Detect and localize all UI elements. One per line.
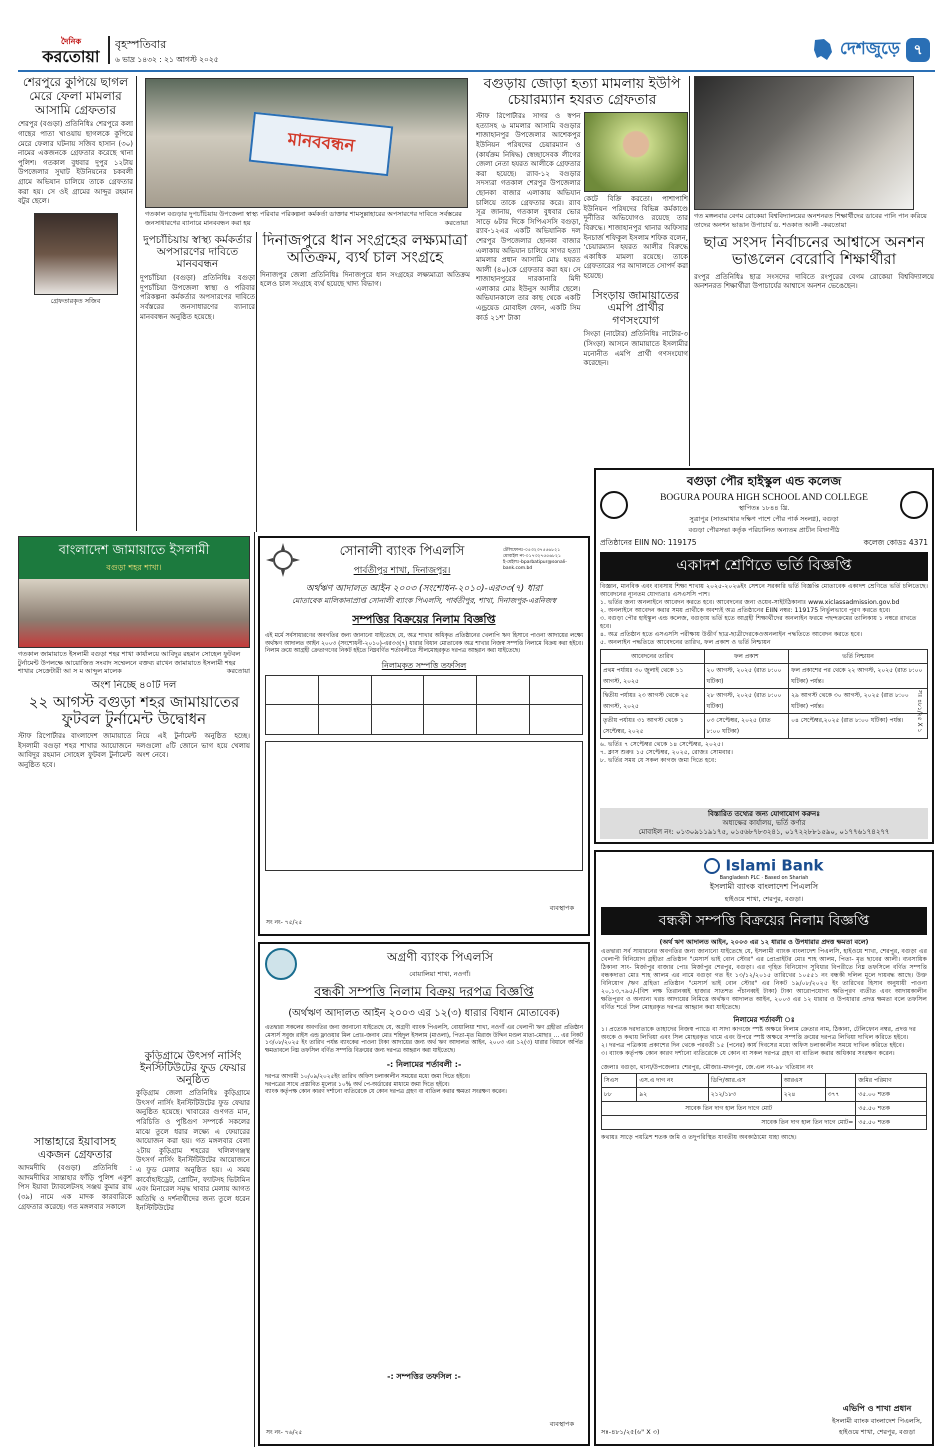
branch: হাইওয়ে শাখা, শেরপুর, বগুড়া। xyxy=(724,894,804,903)
item: ৩. বগুড়া পৌর হাইস্কুল এন্ড কলেজ, বগুড়ায় ভর্তি হতে আগ্রহী শিক্ষার্থীদের অনলাইন ফরমে পছন্দক্রমের তালিকায় ১ নম্বরে রাখতে হবে। xyxy=(600,615,917,630)
masthead-logo xyxy=(38,36,104,66)
table-row xyxy=(601,664,928,689)
cell: ২১২/১৮৩ xyxy=(708,1087,781,1101)
signer: ব্যবস্থাপক xyxy=(549,904,574,912)
date: ৬ ভাদ্র ১৪৩২ : ২১ আগস্ট ২০২৫ xyxy=(115,55,219,64)
agrani-bank-logo-icon xyxy=(265,948,297,980)
singra-body: সিংড়া (নাটোর) প্রতিনিধিঃ নাটোর-৩ (সিংড়া) আসনে জামায়াতে ইসলামীর মনোনীত এমপি প্রার্থী গণসংযোগ করেছেন। xyxy=(583,330,688,368)
mobile: মোবাইল নং-০১৭৩২৭৫৫৬৮২১ xyxy=(503,554,561,559)
item: ৫. অনলাইন পদ্ধতিতে আবেদনের তারিখ, ফল প্রকাশ ও ভর্তি নিশ্চায়ন xyxy=(600,639,771,646)
ad-body: এই মর্মে সর্বসাধারণের অবগতির জন্য জানানো যাইতেছে যে, অত্র শাখার অধিকৃত প্রতিষ্ঠানের খেলাপি ঋণ হিসাবে পাওনা আদায়ের লক্ষ্যে অর্থঋণ আদালত আইন ২০০৩ (সংশোধনী-২০১০)-এর৩৩(৭) ধারার বিধান মোতাবেক অত্র শাখার নিজস্ব সম্পত্তি নিলামে বিক্রয় করা হইবে। নিলাম ক্রয়ে আগ্রহী ক্রেতাগণের নিকট হইতে নিম্নবর্ণিত শর্তাবলীতে সীলমোহরকৃত দরপত্র আহ্বান করা যাইতেছে। xyxy=(265,633,583,654)
board-logo-icon xyxy=(900,491,928,519)
table-row xyxy=(601,714,928,739)
cell: ফল প্রকাশের পর থেকে ২২ আগস্ট, ২০২৫ (রাত ৮:০০ ঘটিকা) পর্যন্ত। xyxy=(789,664,928,689)
property-table xyxy=(265,675,583,735)
headline: ছাত্র সংসদ নির্বাচনের আশ্বাসে অনশন ভাঙলেন বেরোবি শিক্ষার্থীরা xyxy=(703,234,925,269)
signer: ব্যবস্থাপক xyxy=(549,1420,574,1428)
article-body: স্টাফ রিপোর্টারঃ বাংলাদেশ জামায়াতে ইসলামী বগুড়া শহর শাখার আয়োজনে আবিদুর রহমান সোহেল ফুটবল টুর্নামেন্ট অনুষ্ঠিত হবে। xyxy=(18,732,132,769)
santahar-story xyxy=(18,1136,132,1446)
article-body: কুড়িগ্রাম জেলা প্রতিনিধিঃ কুড়িগ্রামে উৎসর্গ নার্সিং ইনস্টিটিউটের ফুড ফেয়ার অনুষ্ঠিত হয়েছে। খাবারের গুণগত মান, পরিচিতি ও পুষ্টিগুণ সম্পর্কে সকলের মাঝে তুলে ধরার লক্ষ্যে এ ফেয়ারের আয়োজন করা হয়। গত মঙ্গলবার বেলা ২টায় কুড়িগ্রাম শহরের খলিলগঞ্জস্থ উৎসর্গ নার্সিং ইনস্টিটিউটের আয়োজনে এ ফুড মেলার অনুষ্ঠিত হয়। এ সময় কার্বোহাইড্রেট, প্রোটিন, ফ্যাটসহ ভিটামিন এবং মিনারেল সমৃদ্ধ খাবার মেলায় আগত অতিথি ও দর্শনার্থীদের জন্য তুলে ধরেন ইনস্টিটিউটের xyxy=(136,1089,250,1213)
contact-office: অধ্যক্ষের কার্যালয়, ভর্তি কর্ণার xyxy=(722,819,806,827)
cell: ৩৫.০০ শতক xyxy=(856,1087,927,1101)
bank-logo: Islami Bank xyxy=(725,856,824,875)
contact-phones: মোবাইল নং: ০১৩০৯১১৯১৭৫, ০১৫৬৮৭৮৩২৪১, ০১৭২২৮৮১৫৯০, ০১৭৭৬১৭৪২৭৭ xyxy=(638,828,890,836)
headline: ২২ আগস্ট বগুড়া শহর জামায়াতের ফুটবল টুর্নামেন্ট উদ্বোধন xyxy=(28,692,240,728)
law: (অর্থঋণ আদালত আইন ২০০৩ এর ১২(৩) ধারার বিধান মোতাবেক) xyxy=(288,1008,560,1019)
item: ২. অনলাইনে আবেদন করার সময় প্রার্থীকে অবশ্যই অত্র প্রতিষ্ঠানের EIIN নম্বর: 119175 নির্ভুলভাবে পূরণ করতে হবে। xyxy=(600,607,891,614)
total-row xyxy=(602,1101,927,1115)
cell: সাবেক তিন দাগ হাল তিন দাগে মোট= xyxy=(602,1115,856,1129)
college-code: কলেজ কোডঃ 4371 xyxy=(863,538,928,547)
photo-caption: গত মঙ্গলবার বেগম রোকেয়া বিশ্ববিদ্যালয়ের অনশনরত শিক্ষার্থীদের ডাবের পানি পান করিয়ে তাদের অনশন ভাঙান উপাচার্য ড. শওকাত আলী xyxy=(694,212,927,229)
table-title: নিলামকৃত সম্পত্তি তফসিল xyxy=(381,660,467,670)
ad-title: বন্ধকী সম্পত্তি নিলাম বিক্রয় দরপত্র বিজ্ঞপ্তি xyxy=(314,985,534,1000)
article-body: শেরপুর (বগুড়া) প্রতিনিধিঃ শেরপুরে কলা গাছের পাতা খাওয়ায় ছাগলকে কুপিয়ে মেরে ফেলার ঘটনায় সজিব হাসান (৩০) নামের একজনকে গ্রেফতার করেছে থানা পুলিশ। গতকাল বুধবার দুপুর ১২টায় উপজেলার সুঘাট ইউনিয়নের চকবলী গ্রামে অভিযান চালিয়ে তাকে গ্রেফতার করা হয়। সে ওই গ্রামের আব্দুর রহমান বটুর ছেলে। xyxy=(18,120,133,206)
term: ৩। ব্যাংক কর্তৃপক্ষ কোন কারণ দর্শানো ব্যতিরেকে যে কোন বা সকল দরপত্র গ্রহণ বা বাতিল করার অধিকার সংরক্ষণ করেন। xyxy=(601,1049,895,1057)
terms-title: নিলামের শর্তাবলী ঃ xyxy=(733,1015,795,1024)
cell: তৃতীয় পর্যায়ঃ ৩১ আগস্ট থেকে ১ সেপ্টেম্বর, ২০২৫ xyxy=(601,714,705,739)
sonali-bank-auction-ad xyxy=(258,536,590,936)
photo-caption: গতকাল বগুড়ার দুপচাঁচিয়ায় উপজেলা স্বাস্থ্য পরিবার পরিকল্পনা কর্মকর্তা ডাক্তার শামসুল্লাহারের অপসারণের দাবিতে সর্বস্তরের জনসাধারণের ব্যানারে মানববন্ধন করা হয় xyxy=(145,210,462,227)
established: স্থাপিতঃ ১৮৪৪ খ্রি. xyxy=(738,504,790,512)
th: ফল প্রকাশ xyxy=(704,650,789,664)
cell: ৩৫.৫০ শতক xyxy=(856,1101,927,1115)
article-body-continued: নিয়ে এই টুর্নামেন্ট অনুষ্ঠিত হচ্ছে। দলগুলো ৫টি জোনে ভাগ হয়ে খেলায় অংশ নেবে। xyxy=(136,732,250,760)
branch: বোয়ালিয়া শাখা, নওগাঁ। xyxy=(409,969,471,978)
th: এস.এ দাগ নং xyxy=(637,1073,708,1087)
press-conference-photo xyxy=(18,536,250,648)
article-body: দিনাজপুর জেলা প্রতিনিধিঃ দিনাজপুরে ধান সংগ্রহের লক্ষ্যমাত্রা অতিক্রম হলেও চাল সংগ্রহে ব্যর্থ হয়েছে খাদ্য বিভাগ। xyxy=(260,270,470,289)
cell: ২৯ আগস্ট থেকে ৩০ আগস্ট, ২০২৫ (রাত ৮:০০ ঘটিকা) পর্যন্ত। xyxy=(789,689,928,714)
items-list xyxy=(600,599,928,647)
day: বৃহস্পতিবার xyxy=(115,38,167,51)
address: সুত্রাপুর (সাতমাথার দক্ষিণ পাশে পৌর পার্ক সংলগ্ন), বগুড়া xyxy=(689,515,839,523)
portrait-photo xyxy=(34,213,118,295)
headline: কুড়িগ্রামে উৎসর্গ নার্সিং ইনস্টিটিউটের ফুড ফেয়ার অনুষ্ঠিত xyxy=(140,1050,246,1087)
email: ই-মেইলঃ-bparbatipur@sonali-bank.com.bd xyxy=(503,560,567,571)
signer-org: ইসলামী ব্যাংক বাংলাদেশ পিএলসি, xyxy=(832,1417,922,1425)
section-title: দেশজুড়ে ৭ xyxy=(780,34,930,66)
ref-number: সঃ-৪৮১/২৫(৬" X ৩) xyxy=(601,1428,660,1436)
agrani-bank-auction-ad xyxy=(258,942,590,1446)
schedule-title: -: সম্পত্তির তফসিল :- xyxy=(387,1372,461,1381)
ref-number: সং নং- ৭৬/২৫ xyxy=(266,1429,303,1436)
total-row xyxy=(602,1115,927,1129)
kicker: অংশ নিচ্ছে ৪০টি দল xyxy=(91,680,177,691)
kurigram-story xyxy=(136,1050,250,1446)
ad-body: এতদ্বারা সকলের অবগতির জন্য জানানো যাইতেছে যে, অগ্রণী ব্যাংক পিএলসি, বোয়ালিয়া শাখা, নওগাঁ এর খেলাপী ঋণ গ্রহীতা প্রতিষ্ঠান মেসার্স সবুজ রাইস এন্ড ফ্লাওয়ার মিল প্রোঃ-জনাব মোঃ শহিদুল ইসলাম (মাওলা), পিতা-মৃত মিরাজ উদ্দিন মণ্ডল মাতা-মোছাঃ ... এর নিকট ১৩/০৮/২০২৫ ইং তারিখ পর্যন্ত ব্যাংকের পাওনা টাকা আদায়ের জন্য অর্থ ঋণ আদালত আইন, ২০০৩ এর ১২(৩) ধারার বিধানে অর্পিত ক্ষমতাবলে নিম্ন তফসিল বর্ণিত সম্পত্তি বিক্রয়ের জন্য দরপত্র আহ্বান করা যাইতেছে। xyxy=(265,1025,583,1054)
headline: বগুড়ায় জোড়া হত্যা মামলায় ইউপি চেয়ারম্যান হযরত গ্রেফতার xyxy=(483,76,681,109)
th: ডিপি/আর.এস xyxy=(708,1073,781,1087)
item: ৬. ভর্তিঃ ৭ সেপ্টেম্বর থেকে ১৪ সেপ্টেম্বর, ২০২৫। xyxy=(600,741,724,748)
banner-sub: বগুড়া শহর শাখা। xyxy=(106,563,162,572)
sherpur-story xyxy=(18,76,133,526)
ad-title: সম্পত্তির বিক্রয়ের নিলাম বিজ্ঞপ্তি xyxy=(352,613,496,626)
schedule-table xyxy=(600,649,928,739)
sonali-bank-logo-icon xyxy=(265,542,301,578)
margin-note: সঃ ৪৮১/২৫ X ১ xyxy=(916,690,923,733)
photo-caption: গ্রেফতারকৃত সজিব xyxy=(50,296,101,305)
cell: ০৪ সেপ্টেম্বর,২০২৫ (রাত ৮:০০ ঘটিকা) পর্যন্ত। xyxy=(789,714,928,739)
th: আবেদনের তারিখ xyxy=(601,650,705,664)
in-words: কথায়ঃ সাড়ে পয়ত্রিশ শতক জমি ও তদুপরিস্থিত যাবতীয় অবকাঠামো যাহা আছে। xyxy=(601,1133,797,1141)
school-admission-ad xyxy=(594,468,934,844)
photo-caption: গতকাল জামায়াতে ইসলামী বগুড়া শহর শাখা কার্যালয়ে আবিদুর রহমান সোহেল ফুটবল টুর্নামেন্ট উপলক্ষে আয়োজিত সংবাদ সম্মেলনে বক্তব্য রাখেন জামায়াতে ইসলামী শহর শাখার সেক্রেটারী আ স ম আব্দুল মালেক xyxy=(18,650,241,675)
cell: প্রথম পর্যায়ঃ ৩০ জুলাই থেকে ১১ আগস্ট, ২০২৫ xyxy=(601,664,705,689)
th: জমির পরিমাণ xyxy=(856,1073,927,1087)
headline: সান্তাহারে ইয়াবাসহ একজন গ্রেফতার xyxy=(34,1136,116,1161)
signer: এভিপি ও শাখা প্রধান xyxy=(842,1404,912,1413)
protest-photo xyxy=(145,78,468,208)
dinajpur-story xyxy=(260,232,470,530)
bank-name: ইসলামী ব্যাংক বাংলাদেশ পিএলসি xyxy=(709,881,819,891)
bank-name: অগ্রণী ব্যাংক পিএলসি xyxy=(387,949,493,964)
table-row xyxy=(601,689,928,714)
ref-number: সং নং- ৭৫/২৫ xyxy=(266,919,303,926)
cell: ৮৮ xyxy=(602,1087,637,1101)
headline: দুপচাঁচিয়ায় স্বাস্থ্য কর্মকর্তার অপসারণের দাবিতে মানববন্ধন xyxy=(143,234,252,271)
logo-small: দৈনিক xyxy=(60,37,82,46)
logo-main: করতোয়া xyxy=(42,47,100,66)
ad-title: বন্ধকী সম্পত্তি বিক্রয়ের নিলাম বিজ্ঞপ্তি xyxy=(601,907,927,935)
eiin: প্রতিষ্ঠানের EIIN NO: 119175 xyxy=(600,538,697,547)
branch: পার্বতীপুর শাখা, দিনাজপুর। xyxy=(353,566,451,576)
islami-bank-logo-icon xyxy=(704,858,720,874)
th: সিএস xyxy=(602,1073,637,1087)
cell: দ্বিতীয় পর্যায়ঃ ২৩ আগস্ট থেকে ২৫ আগস্ট, ২০২৫ xyxy=(601,689,705,714)
term: ২। দরপত্র পত্রিকায় প্রকাশের দিন থেকে পরবর্তী ১৫ (পনের) কার্য দিবসের মধ্যে অফিস চলাকালীন সময়ে দাখিল করিতে হইবে। xyxy=(601,1041,905,1049)
school-name-bn: বগুড়া পৌর হাইস্কুল এন্ড কলেজ xyxy=(686,474,842,488)
logo-sub: Bangladesh PLC · Based on Shariah xyxy=(719,874,809,881)
singra-headline: সিংড়ায় জামায়াতের এমপি প্রার্থীর গণসংযোগ xyxy=(592,288,680,327)
brur-story xyxy=(694,234,934,464)
article-body: দুপচাঁচিয়া (বগুড়া) প্রতিনিধিঃ বগুড়া দুপচাঁচিয়া উপজেলা স্বাস্থ্য ও পরিবার পরিকল্পনা কর্মকর্তার অপসারণের দাবিতে সর্বস্তরের জনসাধারণের ব্যানারে মানববন্ধন অনুষ্ঠিত হয়েছে। xyxy=(140,274,255,321)
term: দরপত্র আগামী ১০/০৯/২০২৫ইং তারিখ অফিস চলাকালীন সময়ের মধ্যে জমা দিতে হইবে। xyxy=(265,1074,470,1080)
term: দরপত্রের সাথে প্রস্তাবিত মূল্যের ১০% অর্থ পে-অর্ডারের মাধ্যমে জমা দিতে হইবে। xyxy=(265,1081,450,1088)
term: ১। প্রত্যেক দরদাতাকে তাহাদের নিজস্ব প্যাডে বা সাদা কাগজে স্পষ্ট অক্ষরে নিলাম ক্রেতার নাম, ঠিকানা, টেলিফোন নম্বর, প্রদত্ত দর অংকে ও কথায় লিখিয়া এবং সিল মোহরকৃত খামে এবং উপরে স্পষ্ট অক্ষরে সম্পত্তি ক্রয়ের দরপত্র লিখিয়া দাখিল করিতে হইবে। xyxy=(601,1025,916,1041)
contact-title: বিস্তারিত তথ্যের জন্য যোগাযোগ করুনঃ xyxy=(708,810,820,818)
article-body-continued: কেটে বিক্রি করতো। পাশাপাশি ইউনিয়ন পরিষদের বিভিন্ন কর্মকাণ্ডে দুর্নীতির অভিযোগও রয়েছে তার বিরুদ্ধে। শাজাহানপুর থানার অফিসার ইনচার্জ শফিকুল ইসলাম শফিক বলেন, 'চেয়ারম্যান হযরত আলীর বিরুদ্ধে একাধিক মামলা রয়েছে। তাকে গ্রেফতারের পর আদালতে সোপর্দ করা হয়েছে। xyxy=(583,195,688,280)
law-sub: মোতাবেক মালিকানাপ্রাপ্ত সোনালী ব্যাংক পিএলসি, পার্বতীপুর, শাখা, দিনাজপুর-এরনিজস্ব xyxy=(292,596,556,605)
signer-branch: হাইওয়ে শাখা, শেরপুর, বগুড়া xyxy=(838,1428,916,1436)
table-row xyxy=(602,1087,927,1101)
photo-credit: -করতোয়া xyxy=(820,220,847,229)
headline: শেরপুরে কুপিয়ে ছাগল মেরে ফেলা মামলার আসামি গ্রেফতার xyxy=(22,76,129,117)
schedule-heading: জেলাঃ বগুড়া, থানা/উপজেলাঃ শেরপুর, মৌজাঃ-মদনপুর, জে.এল নং-৯৮ খতিয়ান নং xyxy=(601,1063,814,1071)
photo-credit: করতোয়া xyxy=(444,218,468,227)
portrait-photo xyxy=(584,112,689,192)
contact-box xyxy=(600,808,928,839)
ad-title: একাদশ শ্রেণিতে ভর্তি বিজ্ঞপ্তি xyxy=(600,552,928,581)
item: ৪. অত্র প্রতিষ্ঠান হতে এসএসসি পরীক্ষায় উত্তীর্ণ ছাত্র-ছাত্রীদেরকেওঅনলাইন পদ্ধতিতে আবেদন করতে হবে। xyxy=(600,631,863,638)
dupchanchia-story xyxy=(140,234,255,529)
th: আরএস xyxy=(781,1073,825,1087)
school-logo-icon xyxy=(600,491,628,519)
cell: ২৮ আগস্ট, ২০২৫ (রাত ৮:০০ ঘটিকা) xyxy=(704,689,789,714)
law: অর্থঋণ আদালত আইন ২০০৩ (সংশোধন-২০১০)-এর৩৩(৭) ধারা xyxy=(305,584,543,594)
cell: ৩৭৭ xyxy=(825,1087,856,1101)
school-name-en: BOGURA POURA HIGH SCHOOL AND COLLEGE xyxy=(660,493,868,503)
subtitle: বগুড়া পৌরসভা কর্তৃক পরিচালিত অন্যতম প্রাচীন বিদ্যাপীঠ xyxy=(688,526,840,534)
photo-credit: করতোয়া xyxy=(226,667,250,675)
page-number: ৭ xyxy=(906,38,930,62)
law: (অর্থ ঋণ আদালত আইন, ২০০৩ এর ১২ ধারার ও উপধারার প্রদত্ত ক্ষমতা বলে) xyxy=(659,937,869,946)
article-body: স্টাফ রিপোর্টারঃ সাগর ও স্বপন হত্যাসহ ৬ মামলার আসামি বগুড়ার শাজাহানপুর উপজেলার আশেকপুর ইউনিয়ন পরিষদের চেয়ারম্যান ও (কার্যক্রম নিষিদ্ধ) স্বেচ্ছাসেবক লীগের জেলা নেতা হযরত আলীকে গ্রেফতার করা হয়েছে। র‍্যাব-১২ বগুড়ার সদস্যরা গতকাল শেরপুর উপজেলার ছোনকা বাজার এলাকায় অভিযান চালিয়ে তাকে গ্রেফতার করে। র‍্যাব সূত্র জানায়, গতকাল বুধবার ভোর সাড়ে ৬টার দিকে সিপিএসসি বগুড়া, র‍্যাব-১২এর একটি অভিযানিক দল শেরপুর উপজেলার ছোনকা বাজার এলাকায় অভিযান চালিয়ে সাগর হত্যা মামলার প্রধান আসামি মোঃ হযরত আলী (৪০)কে গ্রেফতার করা হয়। সে শাজাহানপুরের দারকানারি মিদী এলাকার মোঃ ইউনুস আলীর ছেলে। অভিযানকালে তার কাছ থেকে একটি এন্ড্রয়েড মোবাইল ফোন, একটি সিম কার্ড ২১শ' টাকা xyxy=(476,112,581,322)
th: ভর্তি নিশ্চায়ন xyxy=(789,650,928,664)
ad-body: এতদ্বারা সর্ব সাধারনের অবগতির জন্য জানানো যাইতেছে যে, ইসলামী ব্যাংক বাংলাদেশ পিএলসি, হাইওয়ে শাখা, শেরপুর, বগুড়া এর খেলাপী বিনিয়োগ গ্রহীতা প্রতিষ্ঠান "মেসার্স ভাই বোন স্টোর" এর প্রোপ্রাইটর মোঃ শাহ আলম, পিতা- মৃত ছাবের আলী। ব্যবসায়িক ঠিকানা সাং- মির্জাপুর বাজার পোঃ মির্জাপুর শেরপুর, বগুড়া। এর গৃহিত বিনিয়োগ সুবিধার বিপরীতে নিম্ন তফসিলে বর্ণিত সম্পত্তি বন্ধকদাতা মোঃ শাহ আলম এর নামে বগুড়া গত ইং ১৩/১২/২০১৫ তারিখের ১০৫৫১ নং বন্ধকী দলিল মূলে দায়বদ্ধ আছে। উক্ত বিনিয়োগ /ঋণ গ্রহিতা প্রতিষ্ঠান "মেসার্স ভাই বোন স্টোর" এর নিকট ১৯/০৮/২০২৫ ইং তারিখের হিসাব অনুযায়ী পাওনা ২০,১৩,৭৯৫/-(বিশ লক্ষ তিরানব্বই হাজার সাতশত পঁচানব্বই টাকা) টাকা আরোপযোগ্য ক্ষতিপূরণ ব্যতীত এবং আদায়কালীন ক্ষতিপূরণ ও অন্যান্য খরচ আদায়ের নিমিত্তে অর্থঋণ আদালত আইন, ২০০৩ এর ১২ ধারার ও উপধারার প্রদত্ত ক্ষমতা বলে তফসিল বর্ণিত শর্তে সিল মোহরকৃত দরপত্র আহ্বান করা যাইতেছে। xyxy=(601,947,927,1011)
bogura-story xyxy=(476,76,688,466)
terms-box xyxy=(265,741,583,871)
cell: সাবেক তিন দাগ হাল তিন দাগে মোট xyxy=(602,1101,856,1115)
terms-title: -: নিলামের শর্তাবলী :- xyxy=(386,1060,462,1069)
bank-name: সোনালী ব্যাংক পিএলসি xyxy=(339,544,465,559)
islami-bank-auction-ad xyxy=(594,850,934,1446)
banner-text: মানববন্ধন xyxy=(249,112,393,176)
item: ৮. ভর্তির সময় যে সকল কাগজ জমা দিতে হবে: xyxy=(600,757,717,764)
term: ব্যাংক কর্তৃপক্ষ কোন কারণ দর্শানো ব্যতিরেকে যে কোন দরপত্র গ্রহণ বা বাতিল করার ক্ষমতা সংরক্ষণ করেন। xyxy=(265,1089,507,1095)
cell: ৩৫.৫০ শতক xyxy=(856,1115,927,1129)
banner-text: বাংলাদেশ জামায়াতে ইসলামী xyxy=(58,543,210,558)
cell: ০৩ সেপ্টেম্বর, ২০২৫ (রাত ৮:০০ ঘটিকা) xyxy=(704,714,789,739)
bangladesh-map-icon xyxy=(812,38,834,62)
cell: ২২৪ xyxy=(781,1087,825,1101)
schedule-table xyxy=(601,1073,927,1130)
headline: দিনাজপুরে ধান সংগ্রহের লক্ষ্যমাত্রা অতিক্রম, ব্যর্থ চাল সংগ্রহে xyxy=(262,232,468,267)
cell: ৯২ xyxy=(637,1087,708,1101)
phone: টেলিফোনঃ-০৫৩২৩৭৫৫৬৮২১ xyxy=(503,548,561,553)
jamaat-story xyxy=(18,680,250,1040)
article-body: আদমদীঘি (বগুড়া) প্রতিনিধি : আদমদীঘির সান্তাহার ফাঁড়ি পুলিশ একুশ পিস ইয়াবা ট্যাবলেটসহ সঞ্জয় কুমার রায় (৩৯) নামে এক মাদক কারবারিকে গ্রেফতার করেছে। গত মঙ্গলবার সকালে xyxy=(18,1164,132,1211)
cell: ২০ আগস্ট, ২০২৫ (রাত ৮:০০ ঘটিকা) xyxy=(704,664,789,689)
hunger-strike-photo xyxy=(694,76,914,210)
item: ৭. ক্লাস শুরুঃ ১৫ সেপ্টেম্বর, ২০২৫, রোজঃ সোমবার। xyxy=(600,749,733,756)
article-body: রংপুর প্রতিনিধিঃ ছাত্র সংসদের দাবিতে রংপুরের বেগম রোকেয়া বিশ্ববিদ্যালয়ে অনশনরত শিক্ষার্থীরা উপাচার্যের আশ্বাসে অনশন ভেঙেছেন। xyxy=(694,272,934,291)
intro: বিজ্ঞান, মানবিক এবং ব্যবসায় শিক্ষা শাখায় ২০২৫-২০২৬ইং সেশনে সরকারি ভর্তি বিজ্ঞপ্তি মোতাবেক একাদশ শ্রেণিতে ভর্তি চলিতেছে। আবেদনের ন্যূনতম যোগ্যতাঃ এসএসসি পাশ। xyxy=(600,583,928,598)
item: ১. ভর্তির জন্য অনলাইনে আবেদন করতে হবে। আবেদনের জন্য ওয়েব-সাইটঠিকানাঃ www.xiclassadmission.gov.bd xyxy=(600,599,900,606)
